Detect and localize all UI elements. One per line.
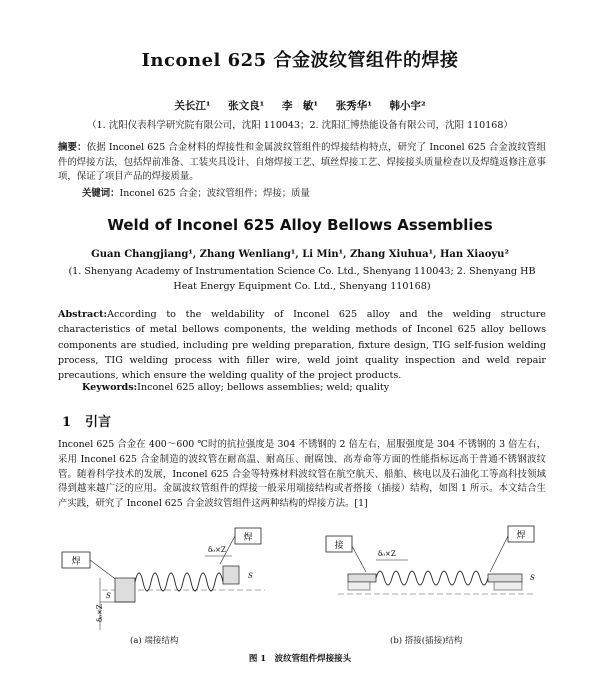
abstract-cn	[58, 141, 546, 185]
affiliation-en: (1. Shenyang Academy of Instrumentation Science Co. Ltd., Shenyang 110043; 2. Shenyang HB Heat Energy Equipment Co. Ltd., Shenyang 110168)	[68, 266, 536, 292]
author-3: 李 敏¹	[281, 100, 319, 112]
fig-a-label-weld-right: 焊	[243, 533, 253, 543]
fig-a-label-weld-left: 焊	[71, 557, 81, 567]
keywords-en-text: Inconel 625 alloy; bellows assemblies; weld; quality	[137, 382, 390, 393]
fig-a-dim-vertical: δ₀×Z	[96, 604, 104, 622]
keywords-en-label: Keywords:	[82, 382, 138, 393]
affiliation-cn: （1. 沈阳仪表科学研究院有限公司，沈阳 110043；2. 沈阳汇博热能设备有限公司，沈阳 110168）	[87, 120, 513, 131]
abstract-en	[58, 307, 546, 383]
fig-b-label-joint: 接	[334, 541, 344, 551]
author-4: 张秀华¹	[335, 100, 372, 112]
intro-paragraph: Inconel 625 合金在 400～600 ℃时的抗拉强度是 304 不锈钢的 2 倍左右，屈服强度是 304 不锈钢的 3 倍左右，采用 Inconel 625 合金制造的波纹管在耐高温、耐高压、耐腐蚀、高寿命等方面的性能指标远高于普通不锈钢波纹管。随着科学技术的发展，Inconel 625 合金等特殊材料波纹管在航空航天、船舶、核电以及石油化工等高科技领域得到越来越广泛的应用。金属波纹管组件的焊接一般采用端接结构或者搭接（插接）结构，如图 1 所示。本文结合生产实践，研究了 Inconel 625 合金波纹管组件这两种结构的焊接方法。[1]	[58, 439, 546, 510]
keywords-cn-label: 关键词：	[82, 188, 120, 199]
section-number: 1	[62, 415, 72, 430]
fig-b-dim-top: δ₀×Z	[378, 550, 396, 558]
author-2: 张文良¹	[228, 100, 265, 112]
fig-b-s-right: S	[530, 574, 535, 582]
abstract-en-text: According to the weldability of Inconel 625 alloy and the welding structure characteristics of metal bellows components, the welding methods of Inconel 625 alloy bellows components are studied, including pre welding preparation, fixture design, TIG self-fusion welding process, TIG welding process with filler wire, weld joint quality inspection and weld repair precautions, which ensure the welding quality of the project products.	[58, 309, 546, 382]
figure-a-diagram	[60, 522, 290, 632]
figure-caption-a: (a) 端接结构	[130, 636, 179, 646]
page-title: Inconel 625 合金波纹管组件的焊接	[141, 50, 459, 71]
abstract-en-label: Abstract:	[58, 309, 108, 320]
fig-a-dim-top: δ₀×Z	[208, 546, 226, 554]
keywords-cn-text: Inconel 625 合金；波纹管组件；焊接；质量	[119, 188, 310, 199]
keywords-cn	[82, 185, 310, 199]
author-1: 关长江¹	[174, 100, 211, 112]
figure-caption: 图 1 波纹管组件焊接接头	[248, 654, 352, 664]
fig-b-label-weld: 焊	[516, 531, 526, 541]
authors-en: Guan Changjiang¹, Zhang Wenliang¹, Li Min¹, Zhang Xiuhua¹, Han Xiaoyu²	[91, 249, 509, 260]
keywords-en	[82, 382, 389, 393]
section-title: 引言	[85, 415, 112, 430]
abstract-cn-text: 依据 Inconel 625 合金材料的焊接性和金属波纹管组件的焊接结构特点，研究了 Inconel 625 合金波纹管组件的焊接方法，包括焊前准备、工装夹具设计、自熔焊接工艺、填丝焊接工艺、焊接接头质量检查以及焊缝返修注意事项，保证了项目产品的焊接质量。	[58, 142, 546, 183]
fig-a-s-left: S	[106, 592, 111, 600]
author-5: 韩小宇²	[389, 100, 426, 112]
figure-b-diagram	[318, 522, 548, 632]
title-en: Weld of Inconel 625 Alloy Bellows Assemblies	[107, 216, 493, 234]
fig-a-s-right: S	[248, 572, 253, 580]
figure-caption-b: (b) 搭接(插接)结构	[390, 636, 463, 646]
abstract-cn-label: 摘要：	[58, 142, 87, 153]
section-heading	[62, 411, 111, 430]
authors-cn	[0, 98, 600, 113]
